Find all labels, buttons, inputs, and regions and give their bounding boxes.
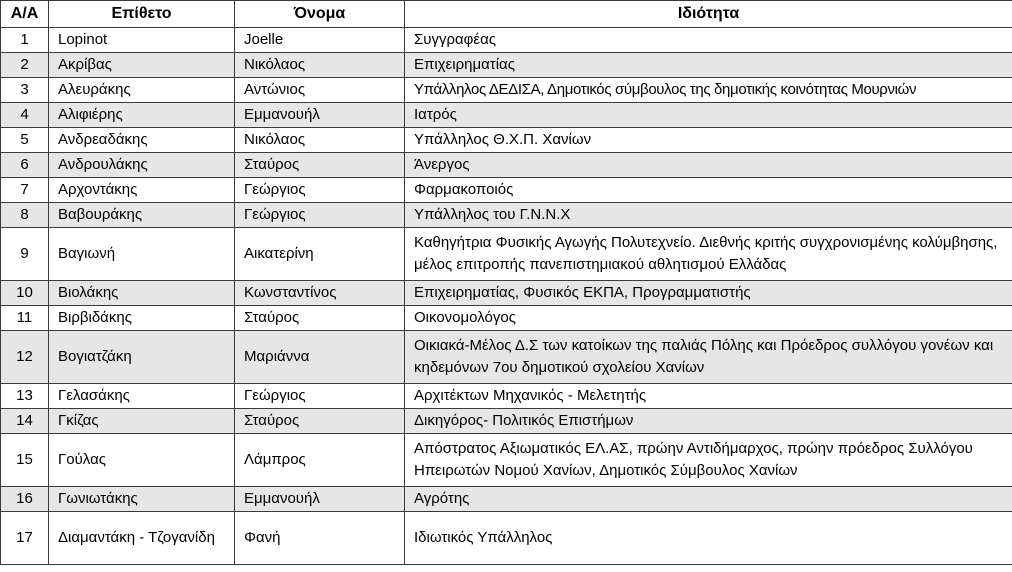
row-number: 14 — [1, 409, 49, 434]
row-number: 9 — [1, 228, 49, 281]
row-surname: Αρχοντάκης — [49, 178, 235, 203]
row-role: Απόστρατος Αξιωματικός ΕΛ.ΑΣ, πρώην Αντιδήμαρχος, πρώην πρόεδρος Συλλόγου Ηπειρωτών Νομού Χανίων, Δημοτικός Σύμβουλος Χανίων — [405, 434, 1012, 487]
row-surname: Lopinot — [49, 28, 235, 53]
row-number: 2 — [1, 53, 49, 78]
row-name: Νικόλαος — [235, 53, 405, 78]
row-surname: Ακρίβας — [49, 53, 235, 78]
table-row — [1, 178, 1012, 203]
row-surname: Ανδρουλάκης — [49, 153, 235, 178]
table-row — [1, 384, 1012, 409]
row-number: 1 — [1, 28, 49, 53]
row-role: Φαρμακοποιός — [405, 178, 1012, 203]
table-row — [1, 103, 1012, 128]
row-surname: Ανδρεαδάκης — [49, 128, 235, 153]
table-row — [1, 281, 1012, 306]
header-row — [1, 1, 1012, 28]
row-number: 4 — [1, 103, 49, 128]
table-row — [1, 331, 1012, 384]
row-role: Επιχειρηματίας, Φυσικός ΕΚΠΑ, Προγραμματιστής — [405, 281, 1012, 306]
row-surname: Γκίζας — [49, 409, 235, 434]
row-number: 10 — [1, 281, 49, 306]
row-number: 17 — [1, 512, 49, 565]
row-name: Σταύρος — [235, 153, 405, 178]
header-number: Α/Α — [1, 1, 49, 28]
row-name: Λάμπρος — [235, 434, 405, 487]
table-row — [1, 409, 1012, 434]
row-role: Υπάλληλος του Γ.Ν.Ν.Χ — [405, 203, 1012, 228]
row-number: 15 — [1, 434, 49, 487]
row-role: Δικηγόρος- Πολιτικός Επιστήμων — [405, 409, 1012, 434]
row-name: Σταύρος — [235, 409, 405, 434]
row-role: Καθηγήτρια Φυσικής Αγωγής Πολυτεχνείο. Διεθνής κριτής συγχρονισμένης κολύμβησης, μέλος επιτροπής πανεπιστημιακού αθλητισμού Ελλάδας — [405, 228, 1012, 281]
row-surname: Γελασάκης — [49, 384, 235, 409]
table-row — [1, 153, 1012, 178]
row-role: Οικονομολόγος — [405, 306, 1012, 331]
table-row — [1, 306, 1012, 331]
row-surname: Αλευράκης — [49, 78, 235, 103]
row-surname: Βιρβιδάκης — [49, 306, 235, 331]
table-row — [1, 128, 1012, 153]
row-surname: Βιολάκης — [49, 281, 235, 306]
row-name: Joelle — [235, 28, 405, 53]
row-role: Οικιακά-Μέλος Δ.Σ των κατοίκων της παλιάς Πόλης και Πρόεδρος συλλόγου γονέων και κηδεμόνων 7ου δημοτικού σχολείου Χανίων — [405, 331, 1012, 384]
row-number: 5 — [1, 128, 49, 153]
row-number: 8 — [1, 203, 49, 228]
table-row — [1, 78, 1012, 103]
row-name: Γεώργιος — [235, 178, 405, 203]
header-surname: Επίθετο — [49, 1, 235, 28]
row-role: Επιχειρηματίας — [405, 53, 1012, 78]
row-name: Μαριάννα — [235, 331, 405, 384]
table-row — [1, 228, 1012, 281]
row-name: Νικόλαος — [235, 128, 405, 153]
row-role: Υπάλληλος Θ.Χ.Π. Χανίων — [405, 128, 1012, 153]
row-surname: Γούλας — [49, 434, 235, 487]
table-row — [1, 487, 1012, 512]
row-role: Ιδιωτικός Υπάλληλος — [405, 512, 1012, 565]
row-surname: Βογιατζάκη — [49, 331, 235, 384]
row-name: Γεώργιος — [235, 384, 405, 409]
row-surname: Διαμαντάκη - Τζογανίδη — [49, 512, 235, 565]
row-role: Αρχιτέκτων Μηχανικός - Μελετητής — [405, 384, 1012, 409]
table-row — [1, 53, 1012, 78]
table-row — [1, 434, 1012, 487]
row-number: 6 — [1, 153, 49, 178]
row-number: 11 — [1, 306, 49, 331]
row-role: Συγγραφέας — [405, 28, 1012, 53]
table-row — [1, 512, 1012, 565]
row-role: Υπάλληλος ΔΕΔΙΣΑ, Δημοτικός σύμβουλος της δημοτικής κοινότητας Μουρνιών — [405, 78, 1012, 103]
row-number: 13 — [1, 384, 49, 409]
row-number: 7 — [1, 178, 49, 203]
table-row — [1, 203, 1012, 228]
row-number: 12 — [1, 331, 49, 384]
row-surname: Βαβουράκης — [49, 203, 235, 228]
row-role: Άνεργος — [405, 153, 1012, 178]
row-name: Κωνσταντίνος — [235, 281, 405, 306]
row-surname: Βαγιωνή — [49, 228, 235, 281]
row-name: Εμμανουήλ — [235, 487, 405, 512]
row-role: Ιατρός — [405, 103, 1012, 128]
row-surname: Αλιφιέρης — [49, 103, 235, 128]
row-role: Αγρότης — [405, 487, 1012, 512]
row-name: Γεώργιος — [235, 203, 405, 228]
row-name: Σταύρος — [235, 306, 405, 331]
row-name: Εμμανουήλ — [235, 103, 405, 128]
row-name: Αικατερίνη — [235, 228, 405, 281]
row-surname: Γωνιωτάκης — [49, 487, 235, 512]
header-name: Όνομα — [235, 1, 405, 28]
row-number: 3 — [1, 78, 49, 103]
row-number: 16 — [1, 487, 49, 512]
row-name: Αντώνιος — [235, 78, 405, 103]
header-role: Ιδιότητα — [405, 1, 1012, 28]
row-name: Φανή — [235, 512, 405, 565]
table-row — [1, 28, 1012, 53]
